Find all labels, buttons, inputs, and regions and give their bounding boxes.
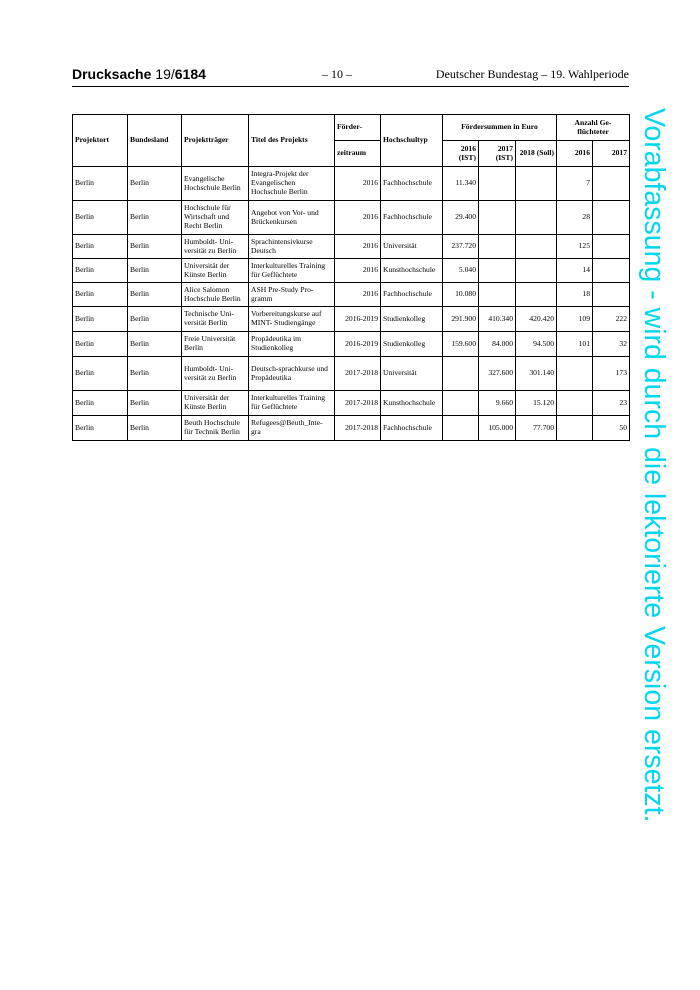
header-titel: Titel des Projekts: [249, 115, 335, 167]
cell-zeitraum: 2016: [335, 283, 381, 307]
cell-summe-2017: 410.340: [479, 307, 516, 332]
cell-traeger: Humboldt- Uni-versität zu Berlin: [182, 357, 249, 391]
cell-ort: Berlin: [73, 259, 128, 283]
cell-summe-2016: 29.400: [443, 201, 479, 235]
cell-typ: Studienkolleg: [381, 307, 443, 332]
header-2016-ist: 2016 (IST): [443, 141, 479, 167]
header-anzahl-2017: 2017: [593, 141, 630, 167]
cell-typ: Kunsthochschule: [381, 391, 443, 416]
cell-anzahl-2016: 14: [557, 259, 593, 283]
cell-summe-2016: 10.080: [443, 283, 479, 307]
cell-summe-2018: 301.140: [516, 357, 557, 391]
cell-land: Berlin: [128, 357, 182, 391]
header-hochschultyp: Hochschultyp: [381, 115, 443, 167]
parliament-title: Deutscher Bundestag – 19. Wahlperiode: [435, 67, 629, 81]
cell-titel: Integra-Projekt der Evangelischen Hochschule Berlin: [249, 167, 335, 201]
cell-zeitraum: 2016-2019: [335, 307, 381, 332]
cell-summe-2018: [516, 283, 557, 307]
cell-land: Berlin: [128, 201, 182, 235]
table-row: [73, 332, 630, 357]
cell-anzahl-2016: [557, 391, 593, 416]
cell-land: Berlin: [128, 167, 182, 201]
cell-zeitraum: 2017-2018: [335, 391, 381, 416]
cell-zeitraum: 2016: [335, 201, 381, 235]
cell-zeitraum: 2016: [335, 167, 381, 201]
cell-ort: Berlin: [73, 235, 128, 259]
cell-summe-2018: 15.120: [516, 391, 557, 416]
cell-anzahl-2016: 18: [557, 283, 593, 307]
cell-anzahl-2016: 125: [557, 235, 593, 259]
header-projekttraeger: Projektträger: [182, 115, 249, 167]
cell-anzahl-2016: [557, 416, 593, 441]
cell-anzahl-2016: 101: [557, 332, 593, 357]
cell-summe-2017: 9.660: [479, 391, 516, 416]
cell-summe-2016: 291.900: [443, 307, 479, 332]
cell-anzahl-2017: 50: [593, 416, 630, 441]
cell-summe-2018: 77.700: [516, 416, 557, 441]
cell-summe-2018: 94.500: [516, 332, 557, 357]
cell-land: Berlin: [128, 259, 182, 283]
cell-titel: Vorbereitungskurse auf MINT- Studiengänge: [249, 307, 335, 332]
cell-titel: Deutsch-sprachkurse und Propädeutika: [249, 357, 335, 391]
cell-summe-2016: 237.720: [443, 235, 479, 259]
table-row: [73, 235, 630, 259]
cell-traeger: Evangelische Hochschule Berlin: [182, 167, 249, 201]
cell-traeger: Freie Universität Berlin: [182, 332, 249, 357]
header-2018-soll: 2018 (Soll): [516, 141, 557, 167]
cell-typ: Fachhochschule: [381, 283, 443, 307]
cell-land: Berlin: [128, 307, 182, 332]
cell-anzahl-2017: 222: [593, 307, 630, 332]
cell-anzahl-2017: 173: [593, 357, 630, 391]
cell-titel: Angebot von Vor- und Brückenkursen: [249, 201, 335, 235]
table-row: [73, 357, 630, 391]
cell-anzahl-2017: 23: [593, 391, 630, 416]
header-foerder-b: zeitraum: [335, 141, 381, 167]
cell-summe-2017: [479, 283, 516, 307]
page-number: – 10 –: [322, 67, 352, 81]
cell-summe-2017: [479, 201, 516, 235]
cell-summe-2018: 420.420: [516, 307, 557, 332]
cell-traeger: Universität der Künste Berlin: [182, 391, 249, 416]
cell-typ: Fachhochschule: [381, 201, 443, 235]
cell-summe-2016: 5.040: [443, 259, 479, 283]
cell-traeger: Universität der Künste Berlin: [182, 259, 249, 283]
cell-titel: Interkulturelles Training für Geflüchtete: [249, 259, 335, 283]
cell-land: Berlin: [128, 391, 182, 416]
cell-ort: Berlin: [73, 416, 128, 441]
cell-zeitraum: 2016-2019: [335, 332, 381, 357]
cell-zeitraum: 2016: [335, 259, 381, 283]
cell-ort: Berlin: [73, 283, 128, 307]
cell-summe-2017: 84.000: [479, 332, 516, 357]
cell-land: Berlin: [128, 416, 182, 441]
cell-anzahl-2017: [593, 235, 630, 259]
cell-summe-2016: [443, 416, 479, 441]
cell-summe-2016: 159.600: [443, 332, 479, 357]
cell-summe-2016: 11.340: [443, 167, 479, 201]
cell-typ: Kunsthochschule: [381, 259, 443, 283]
header-anzahl-2016: 2016: [557, 141, 593, 167]
cell-anzahl-2016: 28: [557, 201, 593, 235]
doc-number-prefix: 19/: [155, 66, 175, 82]
cell-summe-2016: [443, 357, 479, 391]
header-projektort: Projektort: [73, 115, 128, 167]
cell-traeger: Hochschule für Wirtschaft und Recht Berlin: [182, 201, 249, 235]
table-row: [73, 201, 630, 235]
cell-summe-2018: [516, 259, 557, 283]
header-foerdersummen: Fördersummen in Euro: [443, 115, 557, 141]
cell-traeger: Humboldt- Uni-versität zu Berlin: [182, 235, 249, 259]
cell-summe-2017: 327.600: [479, 357, 516, 391]
cell-typ: Universität: [381, 235, 443, 259]
cell-traeger: Alice Salomon Hochschule Berlin: [182, 283, 249, 307]
funding-table: [72, 114, 630, 441]
table-row: [73, 259, 630, 283]
cell-summe-2017: [479, 259, 516, 283]
cell-summe-2017: 105.000: [479, 416, 516, 441]
cell-land: Berlin: [128, 235, 182, 259]
cell-summe-2018: [516, 235, 557, 259]
cell-summe-2017: [479, 235, 516, 259]
document-number: [72, 66, 206, 82]
cell-titel: Refugees@Beuth_Inte-gra: [249, 416, 335, 441]
cell-anzahl-2017: [593, 259, 630, 283]
cell-typ: Universität: [381, 357, 443, 391]
cell-typ: Fachhochschule: [381, 416, 443, 441]
cell-titel: ASH Pre-Study Pro-gramm: [249, 283, 335, 307]
table-row: [73, 307, 630, 332]
header-2017-ist: 2017 (IST): [479, 141, 516, 167]
cell-summe-2017: [479, 167, 516, 201]
cell-typ: Fachhochschule: [381, 167, 443, 201]
cell-titel: Sprachintensivkurse Deutsch: [249, 235, 335, 259]
cell-ort: Berlin: [73, 391, 128, 416]
cell-zeitraum: 2017-2018: [335, 416, 381, 441]
cell-land: Berlin: [128, 283, 182, 307]
cell-summe-2018: [516, 201, 557, 235]
doc-number: 6184: [174, 66, 206, 82]
header-bundesland: Bundesland: [128, 115, 182, 167]
cell-anzahl-2016: 7: [557, 167, 593, 201]
cell-titel: Propädeutika im Studienkolleg: [249, 332, 335, 357]
cell-anzahl-2017: [593, 283, 630, 307]
page-header: [72, 66, 629, 87]
table-row: [73, 283, 630, 307]
cell-anzahl-2016: [557, 357, 593, 391]
cell-zeitraum: 2017-2018: [335, 357, 381, 391]
cell-land: Berlin: [128, 332, 182, 357]
watermark-text: Vorabfassung - wird durch die lektorierte Version ersetzt.: [638, 108, 670, 823]
cell-ort: Berlin: [73, 167, 128, 201]
cell-summe-2016: [443, 391, 479, 416]
cell-typ: Studienkolleg: [381, 332, 443, 357]
cell-titel: Interkulturelles Training für Geflüchtete: [249, 391, 335, 416]
doc-label: Drucksache: [72, 66, 152, 82]
cell-traeger: Technische Uni-versität Berlin: [182, 307, 249, 332]
cell-ort: Berlin: [73, 357, 128, 391]
table-row: [73, 416, 630, 441]
cell-zeitraum: 2016: [335, 235, 381, 259]
header-foerder-a: Förder-: [335, 115, 381, 141]
cell-ort: Berlin: [73, 332, 128, 357]
cell-anzahl-2017: [593, 167, 630, 201]
cell-traeger: Beuth Hochschule für Technik Berlin: [182, 416, 249, 441]
table-row: [73, 167, 630, 201]
cell-anzahl-2016: 109: [557, 307, 593, 332]
cell-anzahl-2017: 32: [593, 332, 630, 357]
cell-anzahl-2017: [593, 201, 630, 235]
cell-ort: Berlin: [73, 201, 128, 235]
cell-ort: Berlin: [73, 307, 128, 332]
table-row: [73, 391, 630, 416]
header-anzahl: Anzahl Ge-flüchteter: [557, 115, 630, 141]
watermark: [638, 108, 690, 908]
cell-summe-2018: [516, 167, 557, 201]
